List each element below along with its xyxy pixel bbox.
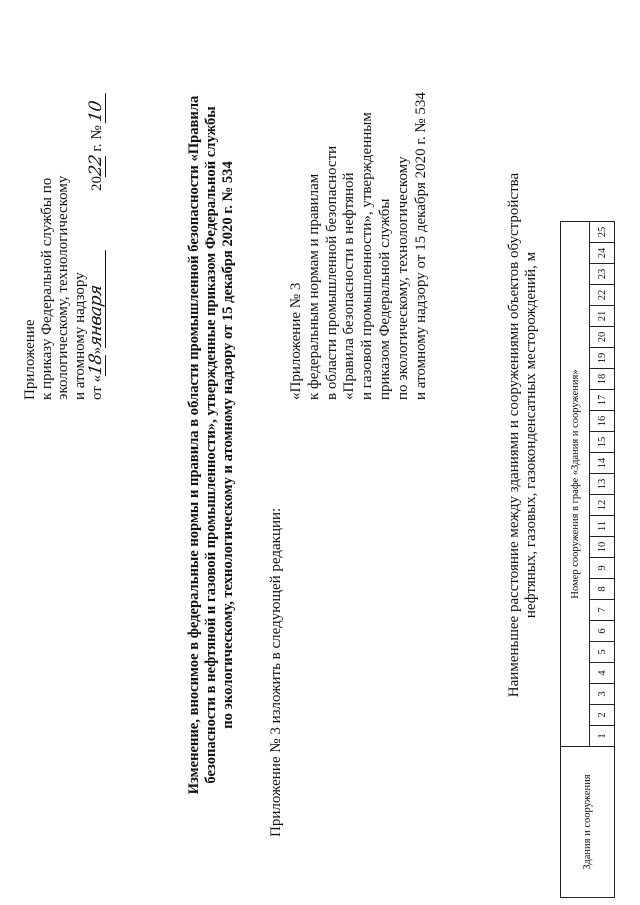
date-prefix: от «: [89, 374, 105, 400]
column-number-cell: 1: [590, 726, 615, 747]
title-line: Изменение, вносимое в федеральные нормы и правила в области промышленной безопасности «Правила: [186, 95, 202, 795]
column-number-cell: 11: [590, 516, 615, 537]
annex-line: по экологическому, технологическому: [394, 156, 411, 400]
document-title: [186, 45, 237, 845]
column-number-cell: 16: [590, 411, 615, 432]
column-number-cell: 13: [590, 474, 615, 495]
order-number: 10: [88, 90, 106, 122]
approval-date-line: [88, 92, 106, 400]
column-number-cell: 22: [590, 285, 615, 306]
annex-line: приказом Федеральной службы: [376, 198, 393, 400]
instruction-text: Приложение № 3 изложить в следующей редакции:: [268, 507, 284, 837]
table-heading-line: нефтяных, газовых, газоконденсатных месторождений, м: [523, 251, 539, 619]
column-number-cell: 5: [590, 642, 615, 663]
group-header-label: Номер сооружения в графе «Здания и сооружения»: [569, 369, 581, 599]
approval-line: экологическому, технологическому: [55, 175, 71, 400]
column-number-cell: 25: [590, 222, 615, 243]
column-number-cell: 3: [590, 684, 615, 705]
number-label: г. №: [89, 125, 105, 152]
approval-line: к приказу Федеральной службы по: [38, 177, 55, 400]
column-number-cell: 4: [590, 663, 615, 684]
annex-line: и газовой промышленности», утвержденным: [359, 112, 376, 400]
column-number-cell: 14: [590, 453, 615, 474]
annex-line: и атомному надзору от 15 декабря 2020 г. № 534: [412, 92, 429, 400]
date-mid: »: [89, 346, 105, 355]
approval-line: Приложение: [22, 319, 38, 400]
column-number-cell: 9: [590, 558, 615, 579]
column-number-cell: 17: [590, 390, 615, 411]
column-number-cell: 8: [590, 579, 615, 600]
column-number-cell: 21: [590, 306, 615, 327]
title-line: безопасности в нефтяной и газовой промышленности», утвержденные приказом Федеральной службы: [203, 106, 219, 784]
annex-line: «Правила безопасности в нефтяной: [341, 172, 358, 400]
column-number-cell: 20: [590, 327, 615, 348]
buildings-header-label: Здания и сооружения: [582, 774, 593, 870]
date-day: 18: [86, 352, 106, 377]
year-suffix: 22: [86, 153, 106, 178]
column-number-cell: 10: [590, 537, 615, 558]
distance-table: [560, 221, 615, 898]
annex-header: [288, 92, 430, 400]
column-number-cell: 6: [590, 621, 615, 642]
table-heading: [506, 135, 540, 735]
approval-line: и атомному надзору: [71, 272, 88, 400]
column-number-cell: 19: [590, 348, 615, 369]
column-number-cell: 2: [590, 705, 615, 726]
title-line: по экологическому, технологическому и атомному надзору от 15 декабря 2020 г. № 534: [220, 161, 236, 729]
annex-line: «Приложение № 3: [288, 282, 304, 400]
column-number-cell: 18: [590, 369, 615, 390]
annex-line: в области промышленной безопасности: [323, 145, 340, 400]
column-number-cell: 12: [590, 495, 615, 516]
approval-block: [22, 92, 106, 400]
table-header-row: [561, 222, 590, 898]
column-number-cell: 23: [590, 264, 615, 285]
column-number-cell: 15: [590, 432, 615, 453]
year-prefix: 20: [89, 176, 105, 191]
table-heading-line: Наименьшее расстояние между зданиями и сооружениями объектов обустройства: [506, 172, 522, 698]
date-month: января: [88, 248, 106, 348]
group-header-cell: [561, 222, 590, 747]
annex-line: к федеральным нормам и правилам: [305, 173, 322, 400]
buildings-header-cell: [561, 747, 615, 898]
column-number-cell: 24: [590, 243, 615, 264]
column-number-cell: 7: [590, 600, 615, 621]
